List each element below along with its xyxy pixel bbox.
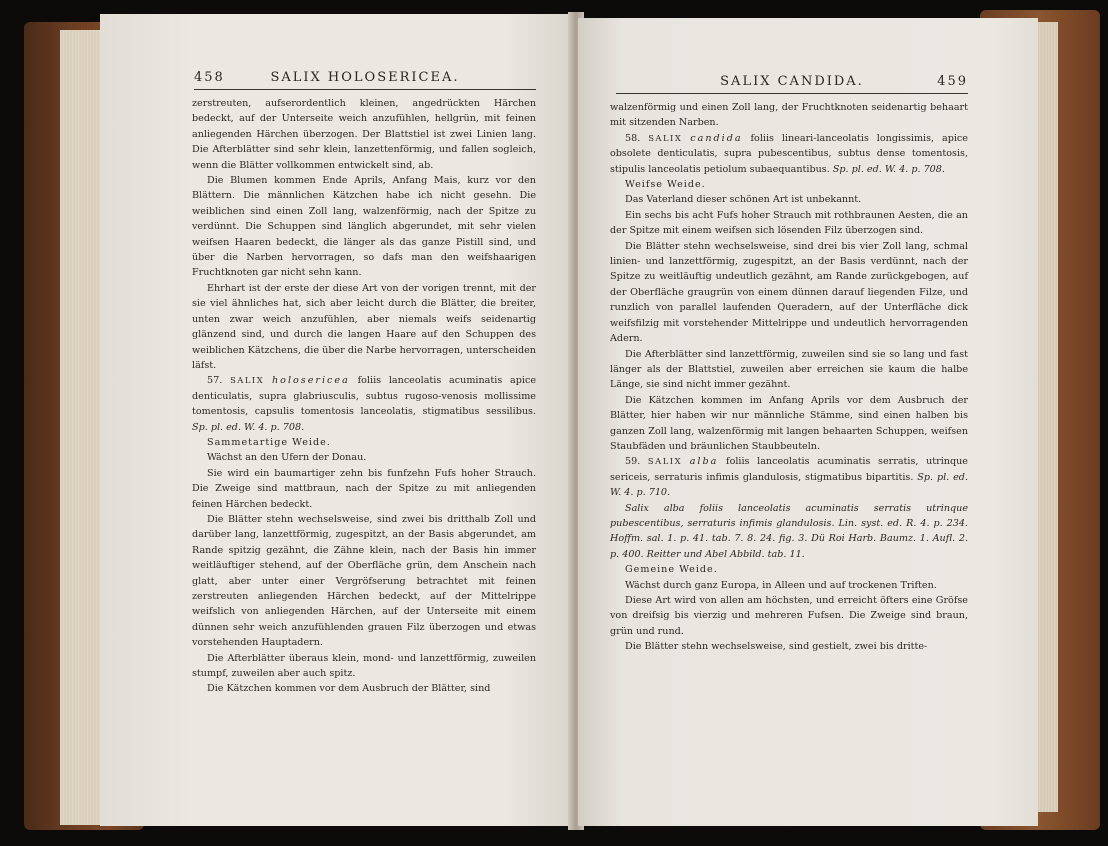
species-genus: SALIX [647,456,683,467]
species-number: 57. [207,375,223,387]
species-59-entry [610,454,968,500]
common-name: Sammetartige Weide. [207,436,331,448]
paragraph: Das Vaterland dieser schönen Art ist unbekannt. [625,194,862,206]
left-page [100,14,575,826]
left-running-title: SALIX HOLOSERICEA. [270,70,460,85]
species-number: 59. [625,456,641,468]
right-running-title: SALIX CANDIDA. [720,74,864,89]
paragraph: Wächst an den Ufern der Donau. [207,452,367,464]
species-reference: Sp. pl. ed. W. 4. p. 708. [832,163,945,175]
common-name: Gemeine Weide. [625,564,718,576]
species-reference: Sp. pl. ed. W. 4. p. 710. [610,471,968,499]
left-running-head [194,68,536,90]
paragraph: Wächst durch ganz Europa, in Alleen und auf trockenen Triften. [625,579,937,591]
paragraph: Diese Art wird von allen am höchsten, und erreicht öfters eine Gröfse von dreifsig bis vierzig und mehreren Fufsen. Die Zweige sind braun, grün und rund. [610,595,968,637]
paragraph: Ehrhart ist der erste der diese Art von der vorigen trennt, mit der sie viel ähnliches hat, sich aber leicht durch die Blätter, die breiter, unten zwar weich anzufühlen, aber niemals weifs seidenartig glänzend sind, und durch die langen Haare auf den Schuppen des weiblichen Kätzchens, die über die Narbe hervorragen, unterscheiden läfst. [192,282,536,371]
species-number: 58. [625,132,641,144]
common-name: Weifse Weide. [625,179,706,191]
species-genus: SALIX [230,375,265,386]
species-diagnosis: foliis lineari-lanceolatis longissimis, apice obsolete denticulatis, supra pubescentibus, subtus dense tomentosis, stipulis lanceolatis petiolum subaequantibus. [610,132,968,175]
right-running-head [616,72,968,94]
species-diagnosis: foliis lanceolatis acuminatis serratis, utrinque sericeis, serraturis infimis glandulosis, stigmatibus bipartitis. [610,456,968,483]
paragraph: Sie wird ein baumartiger zehn bis funfzehn Fufs hoher Strauch. Die Zweige sind mattbraun, nach der Spitze zu mit anliegenden feinen Härchen bedeckt. [192,467,536,510]
paragraph: Die Afterblätter überaus klein, mond- und lanzettförmig, zuweilen stumpf, zuweilen aber auch spitz. [192,652,536,680]
paragraph: Die Blumen kommen Ende Aprils, Anfang Mais, kurz vor den Blättern. Die männlichen Kätzchen habe ich nicht gesehn. Die weiblichen sind einen Zoll lang, walzenförmig, nach der Spitze zu verdünnt. Die Schuppen sind länglich abgerundet, mit sehr vielen weifsen Haaren bedeckt, die länger als das ganze Pistill sind, und über die Narben hervorragen, so dafs man den weifshaarigen Fruchtknoten gar nicht sehn kann. [192,175,536,279]
species-57-entry [192,373,536,435]
paragraph: zerstreuten, aufserordentlich kleinen, angedrückten Härchen bedeckt, auf der Unterseite weich anzufühlen, hellgrün, mit feinen anliegenden Härchen überzogen. Der Blattstiel ist zwei Linien lang. Die Afterblätter sind sehr klein, lanzettenförmig, und fallen sogleich, wenn die Blätter vollkommen entwickelt sind, ab. [192,98,536,171]
left-page-number: 458 [194,70,225,85]
paragraph: walzenförmig und einen Zoll lang, der Fruchtknoten seidenartig behaart mit sitzenden Narben. [610,102,968,129]
species-epithet: alba [689,456,719,468]
species-reference: Sp. pl. ed. W. 4. p. 708. [192,421,305,433]
species-58-entry [610,131,968,177]
paragraph: Ein sechs bis acht Fufs hoher Strauch mit rothbraunen Aesten, die an der Spitze mit einem weifsen sich lösenden Filz überzogen sind. [610,209,968,237]
species-epithet: holosericea [271,375,350,387]
paragraph: Die Blätter stehn wechselsweise, sind zwei bis dritthalb Zoll und darüber lang, lanzettförmig, zugespitzt, an der Basis abgerundet, am Rande spitzig gezähnt, die Zähne klein, nach der Basis hin immer weitläuftiger stehend, auf der Oberfläche grün, dem Anschein nach glatt, aber unter einer Vergröfserung betrachtet mit feinen zerstreuten anliegenden Härchen bedeckt, auf der Mittelrippe weifslich von anliegenden Härchen, auf der Unterseite mit einem dünnen sehr weich anzufühlenden grauen Filz überzogen und etwas vorstehenden Hauptadern. [192,513,536,649]
species-genus: SALIX [648,132,683,143]
paragraph: Die Kätzchen kommen im Anfang Aprils vor dem Ausbruch der Blätter, hier haben wir nur männliche Stämme, sind einen halben bis ganzen Zoll lang, walzenförmig mit langen behaarten Schuppen, weifsen Staubfäden und bräunlichen Staubbeuteln. [610,394,968,452]
right-page-number: 459 [937,74,968,89]
paragraph: Die Afterblätter sind lanzettförmig, zuweilen sind sie so lang und fast länger als der Blattstiel, zuweilen aber erreichen sie kaum die halbe Länge, sie sind nicht immer gezähnt. [610,348,968,391]
paragraph: Die Blätter stehn wechselsweise, sind gestielt, zwei bis dritte- [625,641,928,653]
species-synonym [610,501,968,563]
right-page-text [610,100,968,655]
left-page-text [192,96,536,697]
species-epithet: candida [690,132,743,144]
synonym-text: Salix alba foliis lanceolatis acuminatis serratis utrinque pubescentibus, serraturis infimis glandulosis. Lin. syst. ed. R. 4. p. 234. Hoffm. sal. 1. p. 41. tab. 7. 8. 24. fig. 3. Dü Roi Harb. Baumz. 1. Aufl. 2. p. 400. Reitter und Abel Abbild. tab. 11. [610,502,968,560]
paragraph: Die Blätter stehn wechselsweise, sind drei bis vier Zoll lang, schmal linien- und lanzettförmig, zugespitzt, an der Basis verdünnt, nach der Spitze zu weitläuftig undeutlich gezähnt, am Rande zurückgebogen, auf der Oberfläche graugrün von einem dünnen darauf liegenden Filze, und runzlich von parallel laufenden Queradern, auf der Unterfläche dick weifsfilzig mit vorstehender Mittelrippe und undeutlich hervorragenden Adern. [610,240,968,345]
species-diagnosis: foliis lanceolatis acuminatis apice denticulatis, supra glabriusculis, subtus rugoso-venosis mollissime tomentosis, capsulis tomentosis lanceolatis, stigmatibus sessilibus. [192,375,536,418]
paragraph: Die Kätzchen kommen vor dem Ausbruch der Blätter, sind [207,683,491,695]
right-page [578,18,1038,826]
